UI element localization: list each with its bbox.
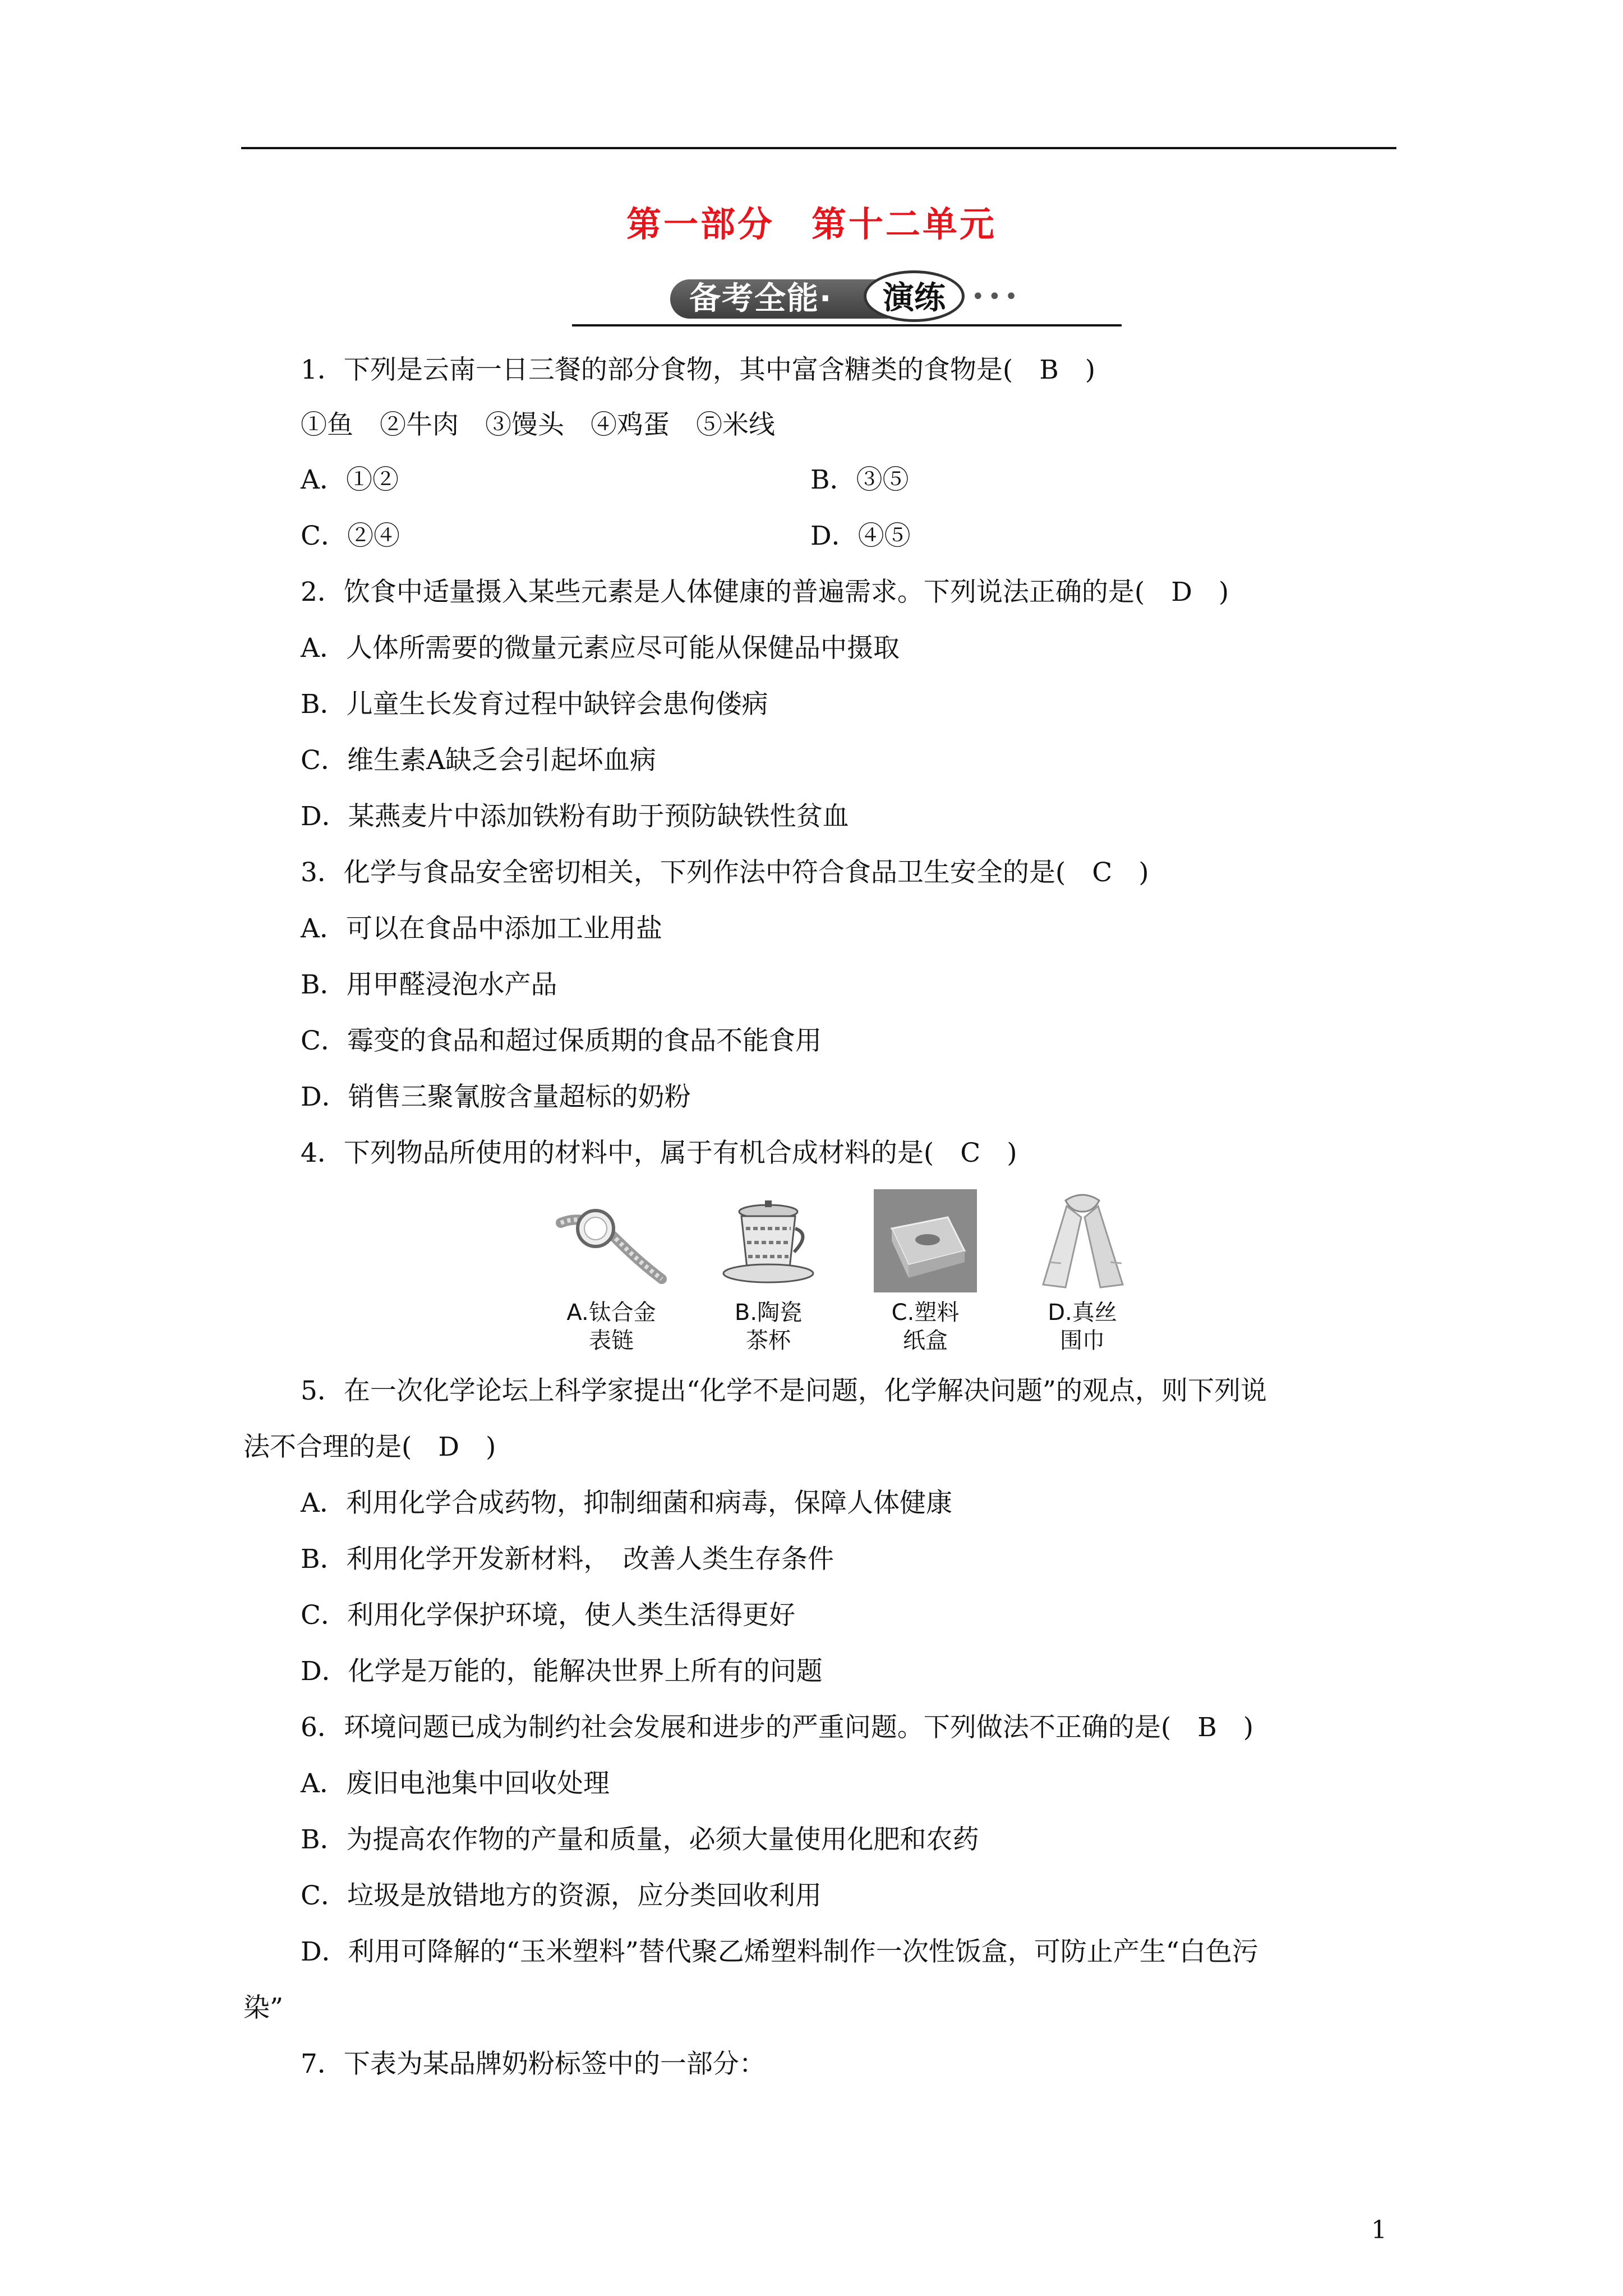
- question-3-option-b: B．用甲醛浸泡水产品: [301, 969, 557, 1000]
- question-2-option-d: D．某燕麦片中添加铁粉有助于预防缺铁性贫血: [301, 801, 849, 832]
- question-6-option-c: C．垃圾是放错地方的资源，应分类回收利用: [301, 1880, 822, 1911]
- question-6-option-b: B．为提高农作物的产量和质量，必须大量使用化肥和农药: [301, 1824, 979, 1855]
- question-6-stem: 6．环境问题已成为制约社会发展和进步的严重问题。下列做法不正确的是( B ): [301, 1712, 1254, 1743]
- question-3-option-a: A．可以在食品中添加工业用盐: [301, 913, 662, 944]
- question-1-option-d: D．④⑤: [810, 521, 911, 551]
- question-1-option-a: A．①②: [301, 464, 399, 495]
- scarf-image: [1026, 1189, 1138, 1296]
- question-5-option-a: A．利用化学合成药物，抑制细菌和病毒，保障人体健康: [301, 1488, 952, 1519]
- question-1-stem: 1．下列是云南一日三餐的部分食物，其中富含糖类的食物是( B ): [301, 355, 1096, 385]
- figure-d-caption-1: D.真丝: [1048, 1300, 1117, 1326]
- page-title: 第一部分 第十二单元: [626, 204, 997, 245]
- question-5-option-c: C．利用化学保护环境，使人类生活得更好: [301, 1600, 795, 1631]
- question-3-stem: 3．化学与食品安全密切相关，下列作法中符合食品卫生安全的是( C ): [301, 857, 1149, 888]
- figure-b: [707, 1189, 830, 1358]
- banner-label: 备考全能·: [670, 279, 906, 319]
- question-1-items: ①鱼 ②牛肉 ③馒头 ④鸡蛋 ⑤米线: [301, 409, 775, 440]
- question-1-option-b: B．③⑤: [810, 464, 909, 495]
- question-2-option-a: A．人体所需要的微量元素应尽可能从保健品中摄取: [301, 633, 900, 664]
- question-4-stem: 4．下列物品所使用的材料中，属于有机合成材料的是( C ): [301, 1138, 1017, 1168]
- question-1-option-c: C．②④: [301, 521, 400, 551]
- figure-d: [1021, 1189, 1144, 1358]
- section-banner: [572, 275, 1122, 326]
- header-rule: [241, 147, 1396, 149]
- figure-c-caption-1: C.塑料: [891, 1300, 960, 1326]
- question-6-option-a: A．废旧电池集中回收处理: [301, 1768, 610, 1799]
- page-number: 1: [1371, 2216, 1387, 2244]
- question-5-stem-cont: 法不合理的是( D ): [243, 1432, 496, 1462]
- question-5-option-d: D．化学是万能的，能解决世界上所有的问题: [301, 1656, 823, 1687]
- question-5-option-b: B．利用化学开发新材料， 改善人类生存条件: [301, 1544, 834, 1575]
- figure-c-caption-2: 纸盒: [903, 1328, 948, 1354]
- figure-d-caption-2: 围巾: [1060, 1328, 1105, 1354]
- banner-dots: •••: [971, 284, 1021, 310]
- figure-b-caption-1: B.陶瓷: [734, 1300, 803, 1326]
- figure-a-caption-1: A.钛合金: [566, 1300, 656, 1326]
- question-3-option-c: C．霉变的食品和超过保质期的食品不能食用: [301, 1025, 822, 1056]
- banner-highlight: 演练: [864, 270, 965, 322]
- question-2-option-c: C．维生素A缺乏会引起坏血病: [301, 745, 656, 776]
- banner-rule: [572, 324, 1122, 326]
- figure-a: [550, 1189, 673, 1358]
- question-3-option-d: D．销售三聚氰胺含量超标的奶粉: [301, 1082, 691, 1112]
- figure-c: [864, 1189, 987, 1358]
- watch-image: [555, 1189, 667, 1296]
- question-6-option-d: D．利用可降解的“玉米塑料”替代聚乙烯塑料制作一次性饭盒，可防止产生“白色污: [301, 1936, 1258, 1967]
- figure-b-caption-2: 茶杯: [746, 1328, 791, 1354]
- question-2-stem: 2．饮食中适量摄入某些元素是人体健康的普遍需求。下列说法正确的是( D ): [301, 577, 1229, 608]
- question-6-option-d-cont: 染”: [243, 1993, 284, 2023]
- question-4-figures: [550, 1189, 1144, 1358]
- teacup-image: [712, 1189, 824, 1296]
- tissue-box-image: [869, 1189, 981, 1296]
- question-7-stem: 7．下表为某品牌奶粉标签中的一部分：: [301, 2049, 766, 2079]
- question-5-stem: 5．在一次化学论坛上科学家提出“化学不是问题，化学解决问题”的观点，则下列说: [301, 1375, 1267, 1406]
- figure-a-caption-2: 表链: [589, 1328, 634, 1354]
- question-2-option-b: B．儿童生长发育过程中缺锌会患佝偻病: [301, 689, 768, 720]
